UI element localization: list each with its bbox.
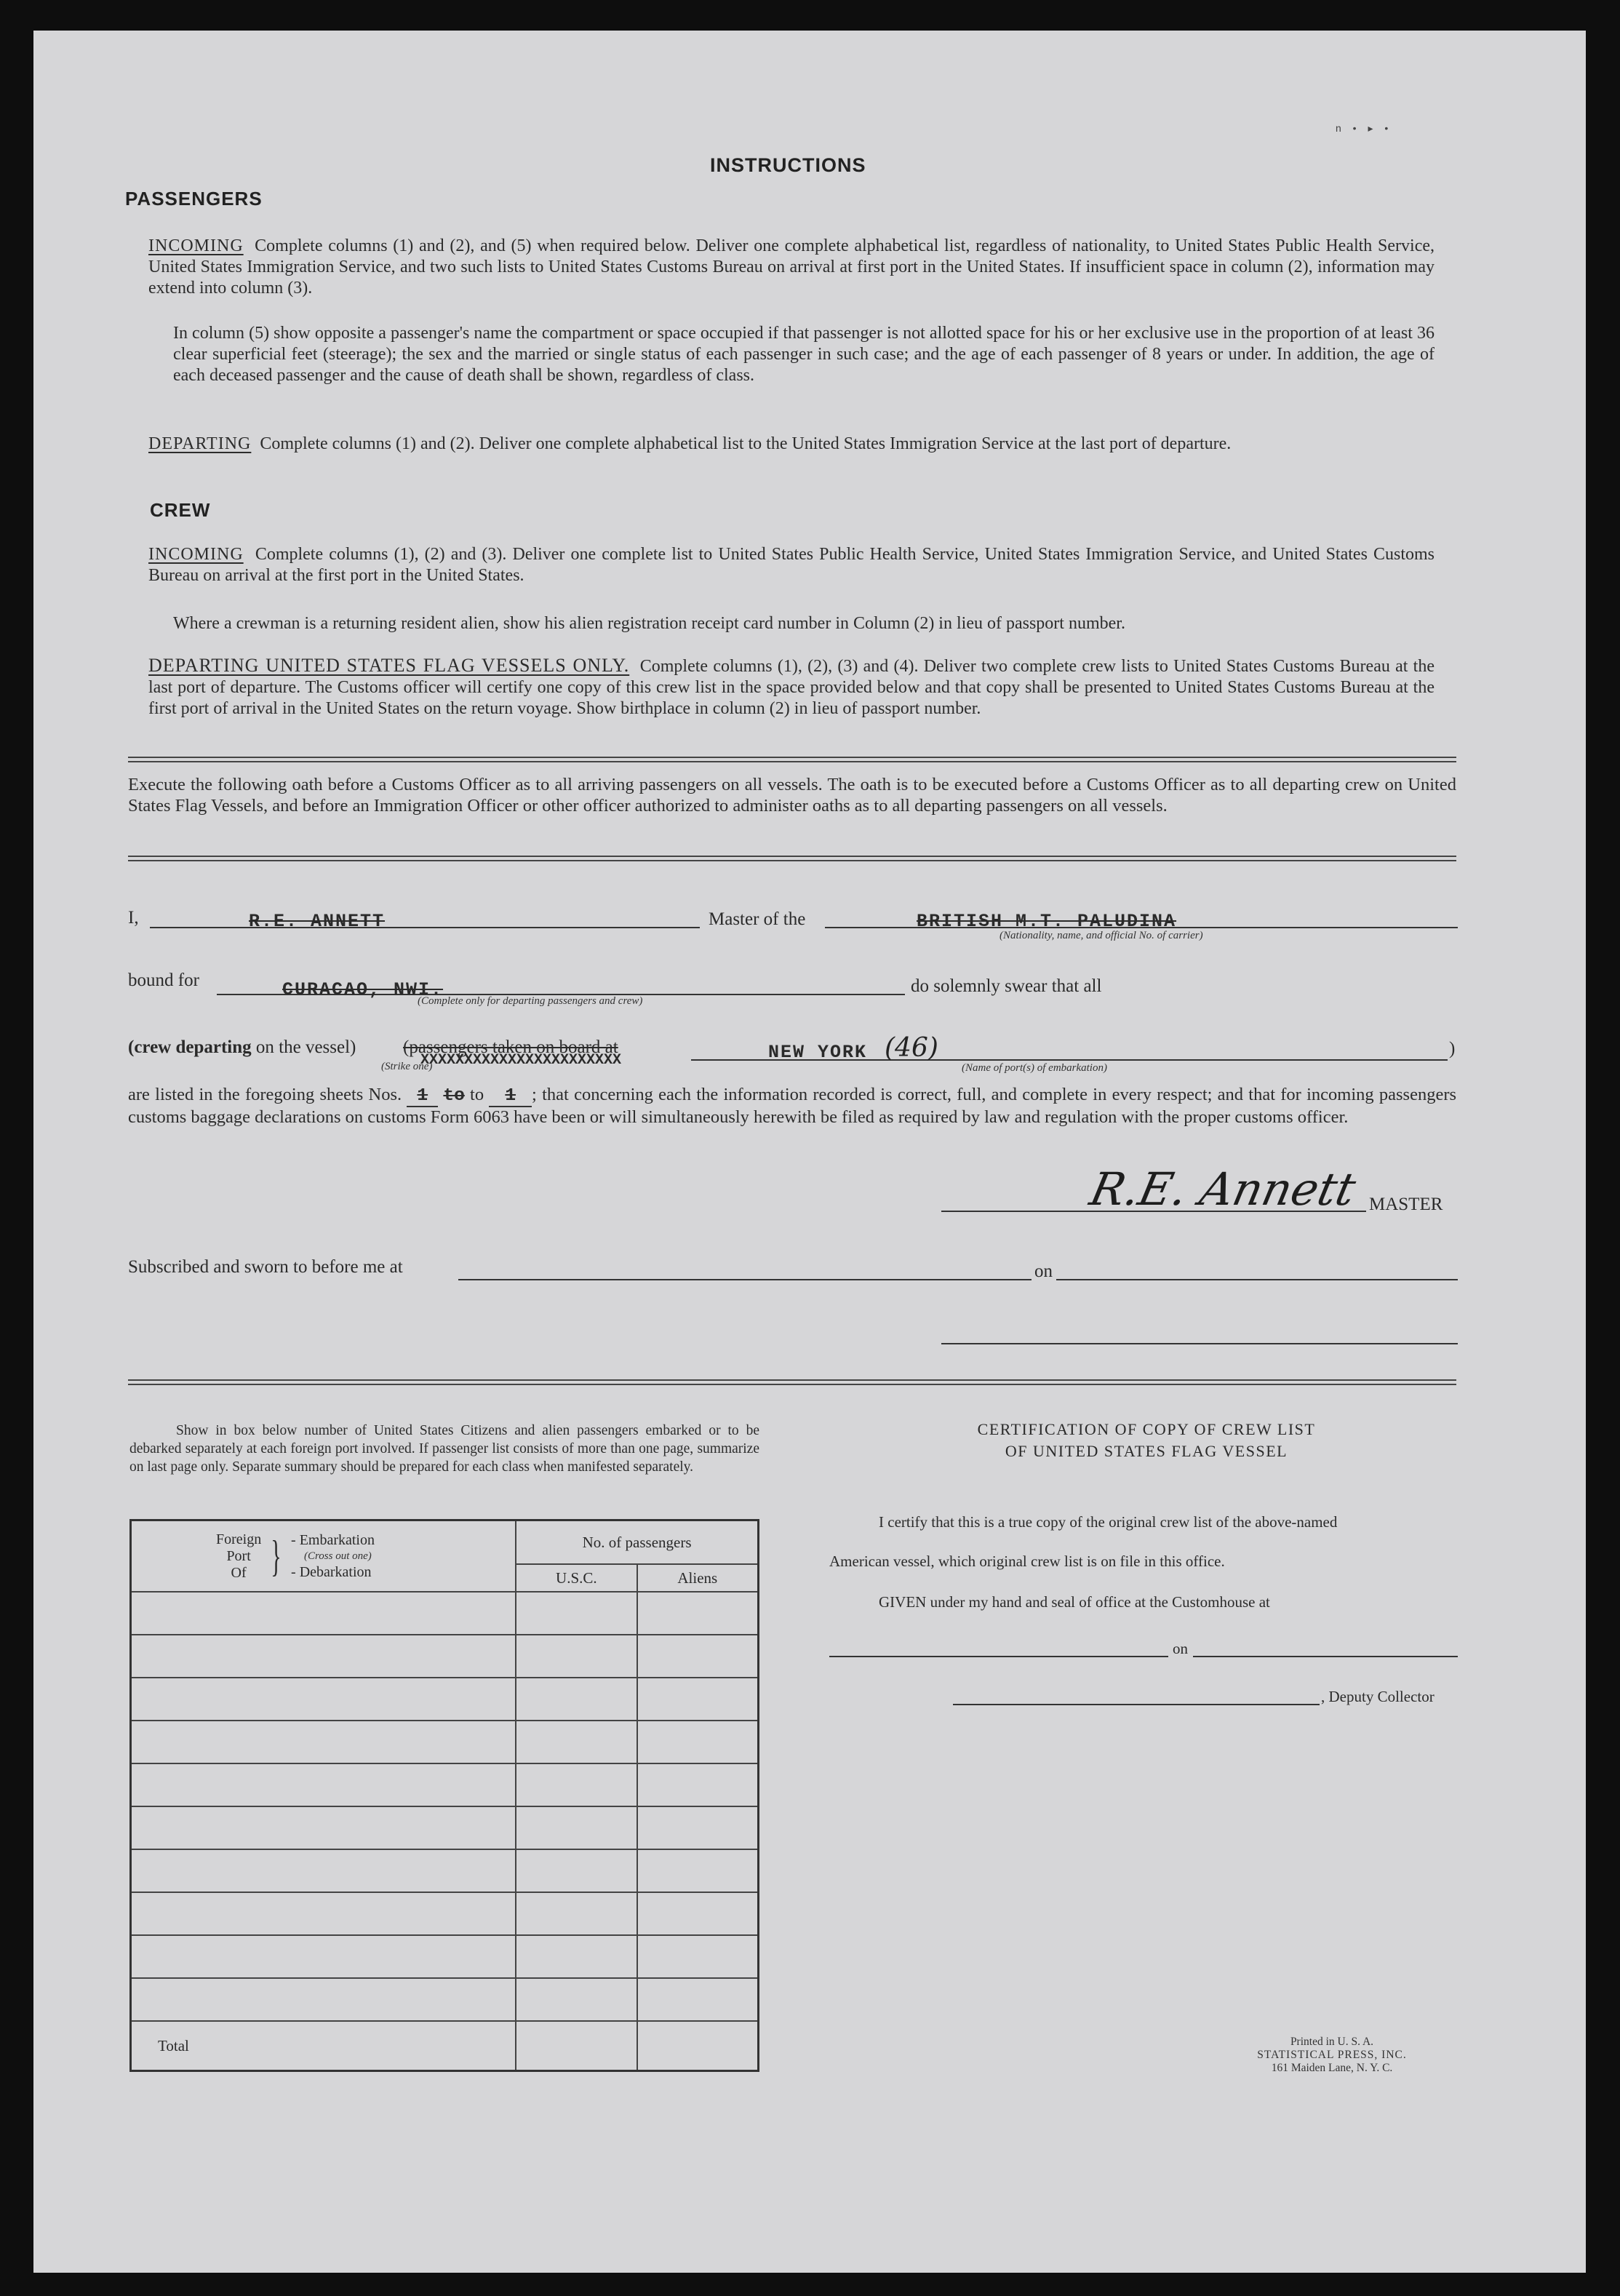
crew-departing-text: Complete columns (1), (2), (3) and (4). Deliver two complete crew lists to United States Customs Bureau at the last port of departure. The Customs officer will certify one copy of this crew list in the space provided below and that copy shall be presented to United States Customs Bureau at the first port of arrival in the United States on the return voyage. Show birthplace in column (2) in lieu of passport number.: [148, 657, 1435, 718]
passengers-taken-option: (passengers taken on board at: [403, 1037, 618, 1057]
total-label: Total: [131, 2021, 516, 2071]
deputy-collector-label: , Deputy Collector: [1321, 1688, 1435, 1705]
port-cell[interactable]: [131, 1592, 516, 1635]
vessel-caption: (Nationality, name, and official No. of carrier): [999, 930, 1203, 941]
passengers-incoming-text: Complete columns (1) and (2), and (5) when required below. Deliver one complete alphabetical list, regardless of nationality, to United States Public Health Service, United States Immigration Service, and two such lists to United States Customs Bureau on arrival at first port in the United States. If insufficient space in column (2), information may extend into column (3).: [148, 236, 1435, 298]
master-label: MASTER: [1369, 1195, 1443, 1214]
certify-line2: American vessel, which original crew list is on file in this office.: [829, 1552, 1225, 1570]
oath-i-label: I,: [128, 908, 139, 928]
deputy-collector-line: [953, 1704, 1320, 1705]
column5-paragraph: In column (5) show opposite a passenger's name the compartment or space occupied if that passenger is not allotted space for his or her exclusive use in the proportion of at least 36 clear superficial feet (steerage); the sex and the married or single status of each passenger in such case; and the age of each passenger of 8 years or under. In addition, the age of each deceased passenger and the cause of death shall be shown, regardless of class.: [173, 324, 1435, 385]
passenger-summary-table: [129, 1519, 759, 2072]
port-handwritten: (46): [885, 1033, 938, 1063]
foreign-label: Foreign: [216, 1531, 262, 1547]
given-text: GIVEN under my hand and seal of office at the Customhouse at: [879, 1593, 1270, 1611]
table-row: [131, 1806, 759, 1849]
embarkation-label: - Embarkation: [291, 1532, 375, 1548]
usc-cell[interactable]: [516, 1978, 637, 2021]
usc-cell[interactable]: [516, 1892, 637, 1935]
master-name-line: [150, 927, 700, 928]
crew-incoming-label: INCOMING: [148, 545, 244, 564]
total-aliens-cell[interactable]: [637, 2021, 759, 2071]
usc-cell[interactable]: [516, 1849, 637, 1892]
bound-for-value: CURACAO, NWI.: [282, 979, 444, 1000]
sheets-prefix: are listed in the foregoing sheets Nos.: [128, 1085, 402, 1104]
certify-line1: I certify that this is a true copy of the original crew list of the above-named: [879, 1513, 1338, 1531]
crew-departing-option: [128, 1037, 356, 1058]
certification-date-line: [1193, 1656, 1458, 1657]
table-row: [131, 1721, 759, 1763]
total-usc-cell[interactable]: [516, 2021, 637, 2071]
swear-label: do solemnly swear that all: [911, 976, 1102, 996]
on-vessel-label: on the vessel): [255, 1037, 356, 1057]
sheet-to-label: to: [470, 1085, 484, 1104]
cross-out-label: (Cross out one): [304, 1550, 372, 1562]
officer-signature-line: [941, 1343, 1458, 1344]
usc-cell[interactable]: [516, 1635, 637, 1678]
crew-departing-paragraph: [148, 655, 1435, 720]
usc-cell[interactable]: [516, 1678, 637, 1721]
subscribed-place-line: [458, 1279, 1032, 1280]
crew-departing-label-bold: (crew departing: [128, 1037, 252, 1057]
foreign-port-header: [131, 1520, 516, 1593]
printer-mark: [1226, 2036, 1437, 2075]
port-cell[interactable]: [131, 1635, 516, 1678]
debarkation-label: - Debarkation: [291, 1564, 372, 1580]
aliens-cell[interactable]: [637, 1935, 759, 1978]
table-row: [131, 1978, 759, 2021]
passengers-incoming-paragraph: [148, 236, 1435, 299]
master-signature: R.E. Annett: [1085, 1163, 1360, 1216]
passengers-heading: PASSENGERS: [125, 188, 263, 210]
bound-for-caption: (Complete only for departing passengers and crew): [418, 995, 643, 1007]
printer-line1: Printed in U. S. A.: [1290, 2036, 1374, 2048]
crew-departing-label: DEPARTING UNITED STATES FLAG VESSELS ONLY.: [148, 655, 630, 676]
strikeout-x: XXXXXXXXXXXXXXXXXXXXXXX: [420, 1052, 622, 1069]
master-name: R.E. ANNETT: [249, 911, 386, 932]
port-value: NEW YORK: [768, 1042, 868, 1063]
section-divider-3: [128, 1379, 1456, 1385]
brace-glyph: }: [271, 1532, 282, 1580]
certification-title-line2: OF UNITED STATES FLAG VESSEL: [1005, 1442, 1288, 1460]
subscribed-date-line: [1056, 1279, 1458, 1280]
crew-incoming-paragraph: [148, 544, 1435, 586]
sheet-to: 1: [489, 1086, 532, 1107]
aliens-cell[interactable]: [637, 1721, 759, 1763]
table-row: [131, 1678, 759, 1721]
table-row: [131, 1892, 759, 1935]
total-row: [131, 2021, 759, 2071]
subscribed-on-label: on: [1034, 1261, 1053, 1281]
usc-cell[interactable]: [516, 1763, 637, 1806]
sheets-paragraph: [128, 1084, 1456, 1128]
usc-cell[interactable]: [516, 1721, 637, 1763]
usc-header: U.S.C.: [516, 1564, 637, 1592]
subscribed-label: Subscribed and sworn to before me at: [128, 1257, 403, 1277]
section-divider-1: [128, 757, 1456, 762]
strike-one-caption: (Strike one): [381, 1061, 433, 1072]
passengers-departing-label: DEPARTING: [148, 434, 252, 453]
table-row: [131, 1635, 759, 1678]
sheet-struck: to: [443, 1086, 465, 1106]
sheets-suffix: ; that concerning each the information recorded is correct, full, and complete in every respect; and that for incoming passengers customs baggage declarations on customs Form 6063 have been or will simultaneously herewith be filed as required by law and regulation with the proper customs officer.: [128, 1085, 1457, 1127]
of-label: Of: [231, 1564, 247, 1581]
crew-heading: CREW: [150, 499, 211, 521]
crew-resident-alien-paragraph: Where a crewman is a returning resident alien, show his alien registration receipt card number in Column (2) in lieu of passport number.: [173, 614, 1125, 633]
aliens-cell[interactable]: [637, 1849, 759, 1892]
printer-line3: 161 Maiden Lane, N. Y. C.: [1271, 2062, 1393, 2074]
port-cell[interactable]: [131, 1849, 516, 1892]
aliens-cell[interactable]: [637, 1678, 759, 1721]
page-title: INSTRUCTIONS: [710, 154, 866, 176]
master-of-label: Master of the: [709, 909, 806, 929]
passengers-departing-text: Complete columns (1) and (2). Deliver one complete alphabetical list to the United States Immigration Service at the last port of departure.: [260, 434, 1232, 453]
no-of-passengers-header: No. of passengers: [516, 1520, 758, 1565]
customhouse-line: [829, 1656, 1168, 1657]
port-cell[interactable]: [131, 1892, 516, 1935]
port-cell[interactable]: [131, 1806, 516, 1849]
aliens-cell[interactable]: [637, 1592, 759, 1635]
port-caption: (Name of port(s) of embarkation): [962, 1062, 1107, 1074]
table-row: [131, 1935, 759, 1978]
corner-marks: n • ▸ •: [1336, 122, 1393, 134]
aliens-cell[interactable]: [637, 1635, 759, 1678]
vessel-name: BRITISH M.T. PALUDINA: [917, 911, 1177, 932]
table-row: [131, 1849, 759, 1892]
aliens-header: Aliens: [637, 1564, 759, 1592]
port-cell[interactable]: [131, 1721, 516, 1763]
port-cell[interactable]: [131, 1678, 516, 1721]
aliens-cell[interactable]: [637, 1978, 759, 2021]
printer-line2: STATISTICAL PRESS, INC.: [1257, 2049, 1407, 2061]
port-label: Port: [226, 1547, 251, 1564]
aliens-cell[interactable]: [637, 1763, 759, 1806]
usc-cell[interactable]: [516, 1592, 637, 1635]
usc-cell[interactable]: [516, 1806, 637, 1849]
close-paren: ): [1449, 1039, 1456, 1059]
crew-incoming-text: Complete columns (1), (2) and (3). Deliver one complete list to United States Public Health Service, United States Immigration Service, and United States Customs Bureau on arrival at the first port in the United States.: [148, 545, 1435, 585]
certification-on-label: on: [1173, 1640, 1188, 1657]
certification-title: [914, 1419, 1379, 1462]
section-divider-2: [128, 856, 1456, 861]
port-cell[interactable]: [131, 1935, 516, 1978]
passengers-departing-paragraph: [148, 434, 1435, 455]
aliens-cell[interactable]: [637, 1806, 759, 1849]
bound-for-label: bound for: [128, 970, 199, 990]
usc-cell[interactable]: [516, 1935, 637, 1978]
table-row: [131, 1592, 759, 1635]
port-cell[interactable]: [131, 1763, 516, 1806]
aliens-cell[interactable]: [637, 1892, 759, 1935]
oath-instructions: Execute the following oath before a Customs Officer as to all arriving passengers on all vessels. The oath is to be executed before a Customs Officer as to all departing crew on United States Flag Vessels, and before an Immigration Officer or other officer authorized to administer oaths as to all departing passengers on all vessels.: [128, 775, 1456, 816]
certification-title-line1: CERTIFICATION OF COPY OF CREW LIST: [977, 1420, 1316, 1438]
sheet-from: 1: [407, 1086, 438, 1107]
table-row: [131, 1763, 759, 1806]
port-cell[interactable]: [131, 1978, 516, 2021]
passengers-incoming-label: INCOMING: [148, 236, 244, 255]
summary-instructions: Show in box below number of United States Citizens and alien passengers embarked or to be debarked separately at each foreign port involved. If passenger list consists of more than one page, summarize on last page only. Separate summary should be prepared for each class when manifested separately.: [129, 1423, 759, 1475]
